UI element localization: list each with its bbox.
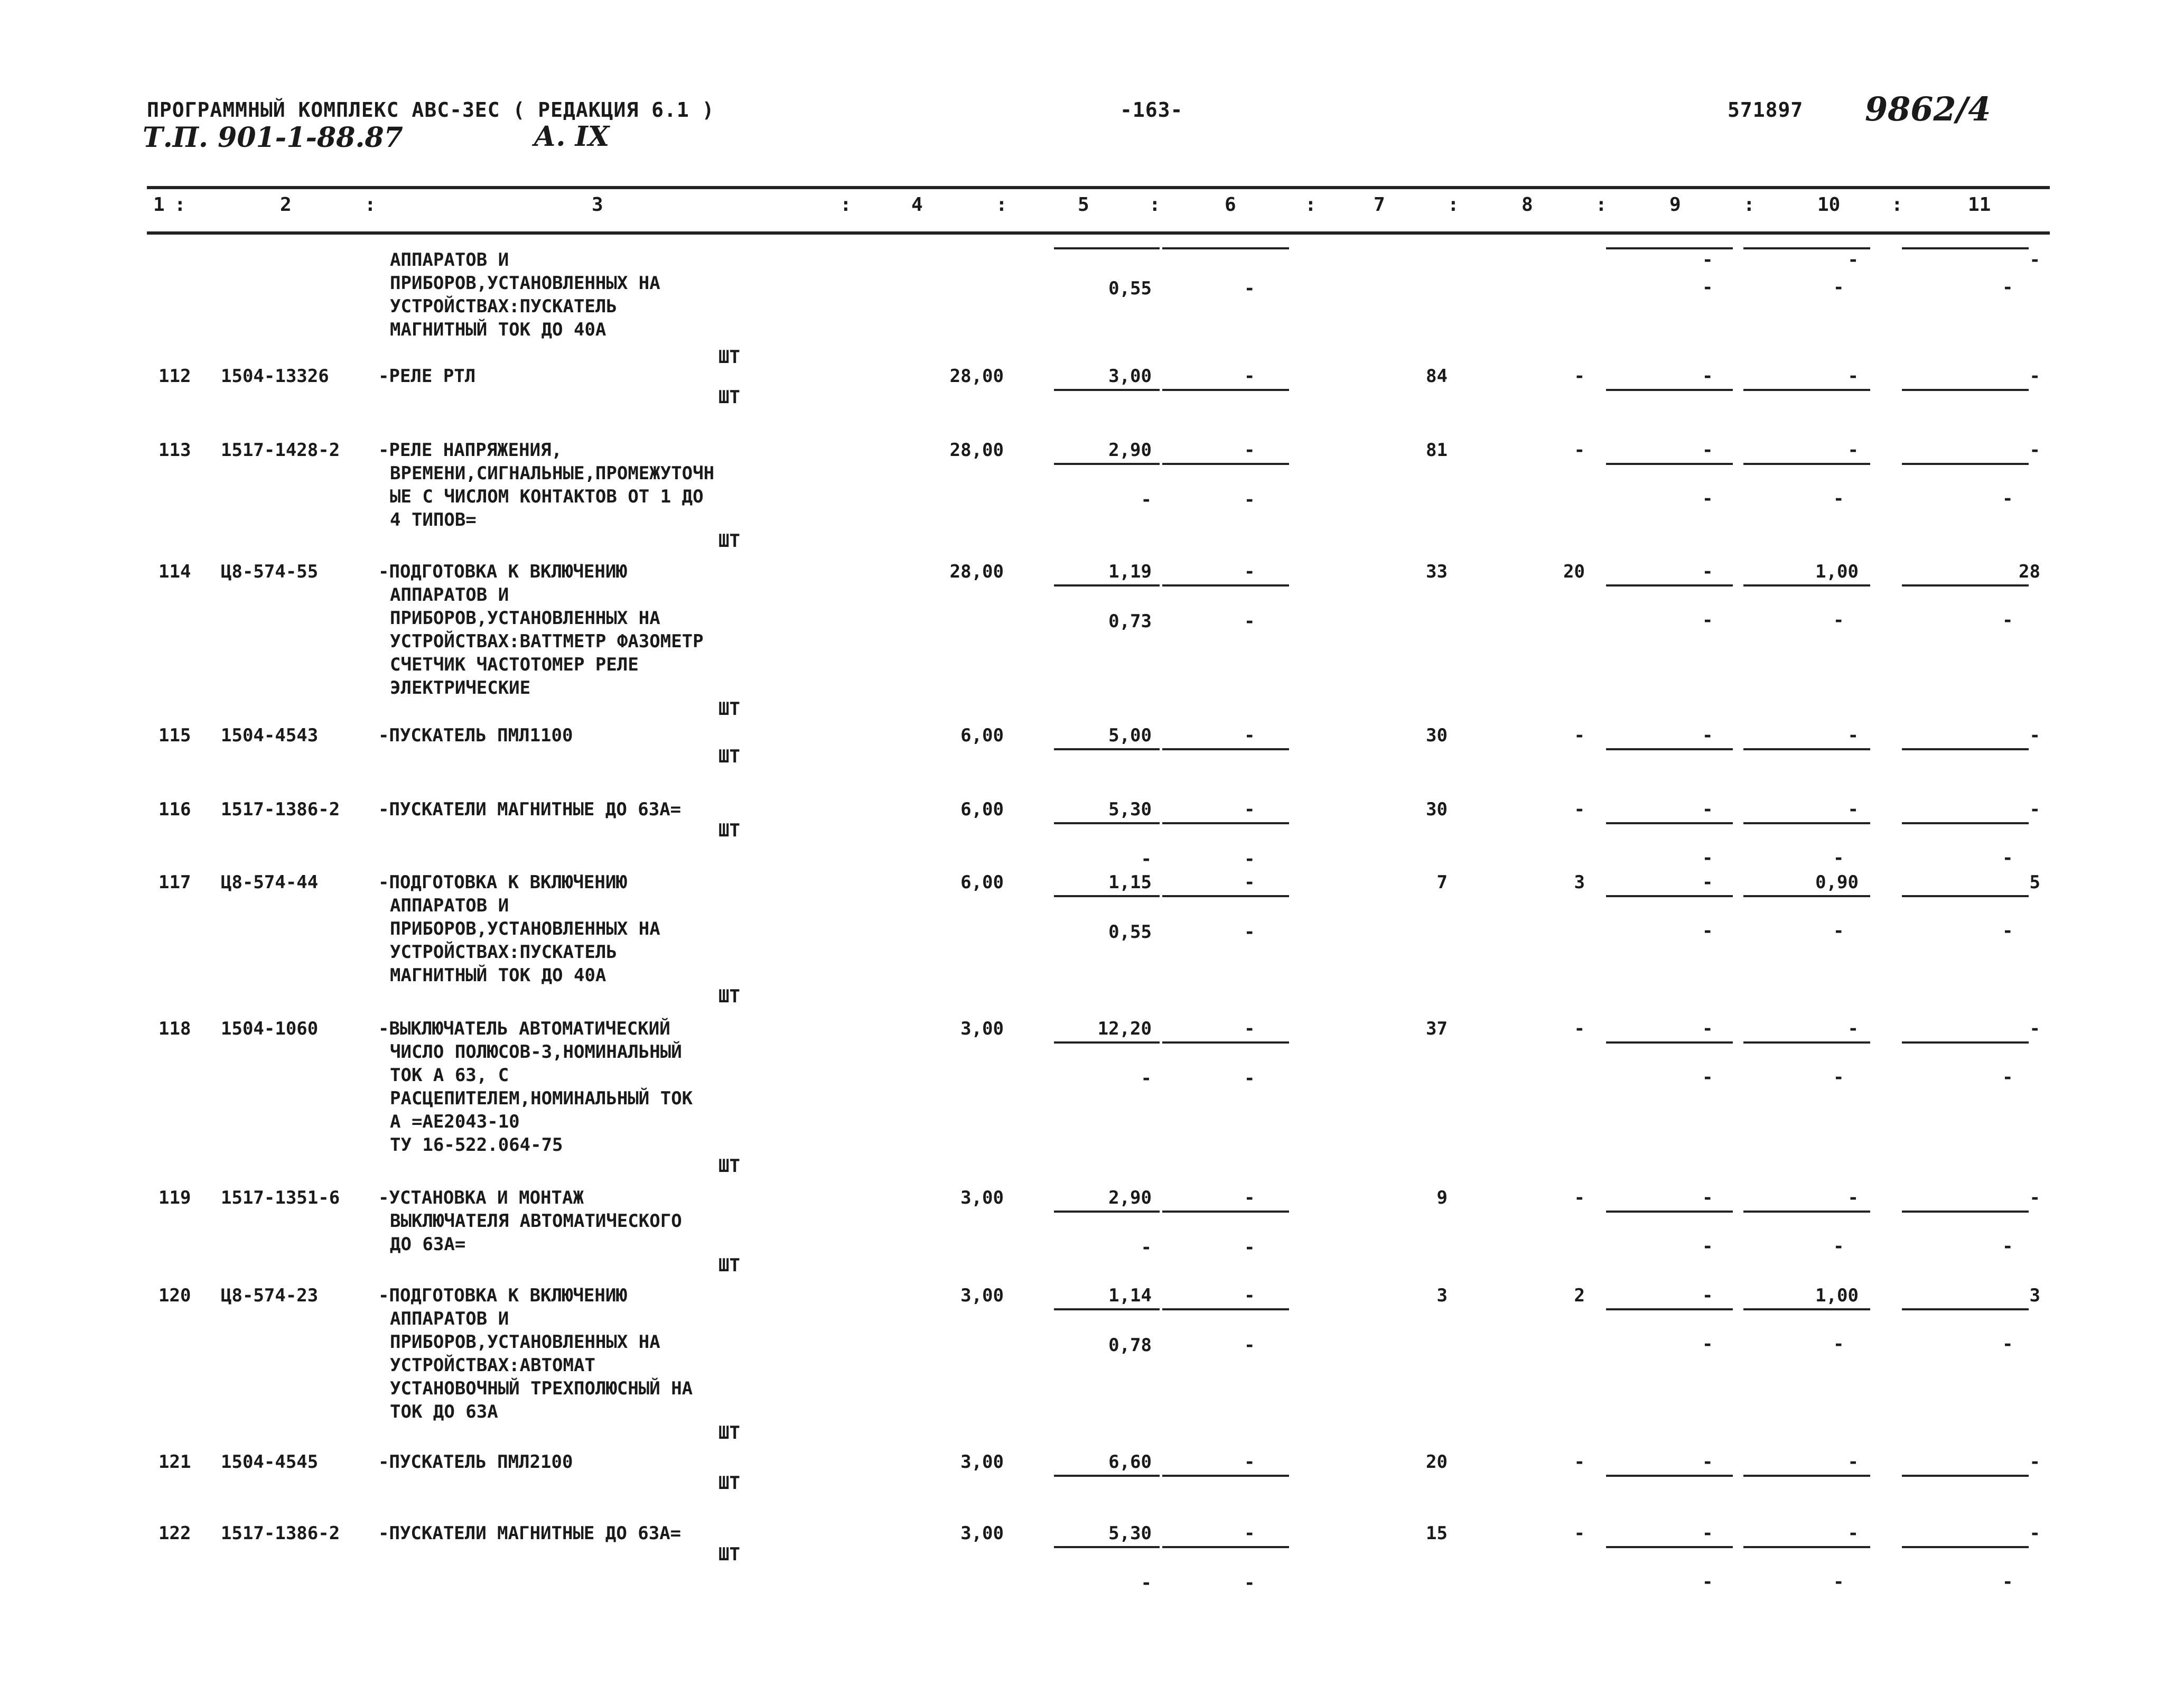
col11-underline (1902, 463, 2029, 465)
col9-secondary-dash: - (1702, 277, 1713, 298)
col9-underline (1606, 247, 1733, 249)
col6-value: - (1244, 1451, 1255, 1473)
col10-value: - (1847, 799, 1859, 820)
col10-value: - (1847, 440, 1859, 461)
row-description-line: УСТАНОВОЧНЫЙ ТРЕХПОЛЮСНЫЙ НА (390, 1378, 693, 1399)
row-description-line: АППАРАТОВ И (390, 584, 509, 606)
col5-secondary: - (1141, 1237, 1152, 1258)
row-description-line: УСТРОЙСТВАХ:ВАТТМЕТР ФАЗОМЕТР (390, 631, 704, 652)
col11-secondary-dash: - (2002, 488, 2013, 509)
col5-underline (1054, 895, 1160, 897)
col5-value: 1,14 (1108, 1285, 1152, 1306)
col6-underline (1162, 584, 1289, 587)
col10-value: 1,00 (1815, 561, 1859, 582)
col10-underline (1743, 584, 1870, 587)
row-number: 118 (158, 1018, 191, 1039)
col5-secondary: 0,78 (1108, 1335, 1152, 1356)
col10-value: 0,90 (1815, 872, 1859, 893)
row-number: 114 (158, 561, 191, 582)
row-code: 1504-4545 (221, 1451, 319, 1473)
row-description-line: ТУ 16-522.064-75 (390, 1134, 563, 1156)
col10-underline (1743, 822, 1870, 824)
col9-underline (1606, 463, 1733, 465)
col6-value: - (1244, 1523, 1255, 1544)
col8-value: 2 (1574, 1285, 1585, 1306)
col11-value: - (2029, 440, 2040, 461)
col7-value: 3 (1436, 1285, 1448, 1306)
col8-value: 3 (1574, 872, 1585, 893)
col5-underline (1054, 1041, 1160, 1044)
col4-value: 28,00 (949, 561, 1004, 582)
col7-value: 30 (1426, 799, 1448, 820)
row-description-line: МАГНИТНЫЙ ТОК ДО 40А (390, 965, 606, 986)
col10-secondary-dash: - (1833, 1067, 1844, 1088)
row-description-line: -ПОДГОТОВКА К ВКЛЮЧЕНИЮ (378, 872, 627, 893)
col6-underline (1162, 1546, 1289, 1548)
row-description-line: -ВЫКЛЮЧАТЕЛЬ АВТОМАТИЧЕСКИЙ (378, 1018, 670, 1039)
col4-value: 3,00 (960, 1187, 1004, 1208)
row-description-line: ЧИСЛО ПОЛЮСОВ-3,НОМИНАЛЬНЫЙ (390, 1041, 682, 1063)
col5-secondary: - (1141, 1572, 1152, 1594)
col11-value: - (2029, 1187, 2040, 1208)
col5-secondary: 0,55 (1108, 278, 1152, 299)
col11-value: 5 (2029, 872, 2040, 893)
column-header-4: 4 (911, 194, 923, 216)
col11-secondary-dash: - (2002, 920, 2013, 942)
handwritten-album: А. IX (534, 120, 610, 153)
col10-value: 1,00 (1815, 1285, 1859, 1306)
col4-value: 3,00 (960, 1285, 1004, 1306)
col11-value: - (2029, 1523, 2040, 1544)
row-number: 121 (158, 1451, 191, 1473)
col4-value: 6,00 (960, 872, 1004, 893)
col5-value: 12,20 (1097, 1018, 1152, 1039)
row-code: Ц8-574-44 (221, 872, 319, 893)
column-header-3: 3 (592, 194, 603, 216)
row-description-line: АППАРАТОВ И (390, 249, 509, 271)
row-number: 112 (158, 366, 191, 387)
col10-underline (1743, 1041, 1870, 1044)
col4-value: 6,00 (960, 799, 1004, 820)
row-description-line: АППАРАТОВ И (390, 1308, 509, 1329)
col5-value: 1,19 (1108, 561, 1152, 582)
row-description-line: УСТРОЙСТВАХ:ПУСКАТЕЛЬ (390, 296, 617, 317)
row-number: 117 (158, 872, 191, 893)
col10-underline (1743, 247, 1870, 249)
col6-underline (1162, 822, 1289, 824)
row-unit: ШТ (718, 986, 740, 1007)
col9-value: - (1702, 725, 1713, 746)
col11-underline (1902, 584, 2029, 587)
doc-code: 571897 (1728, 98, 1804, 122)
row-description-line: УСТРОЙСТВАХ:АВТОМАТ (390, 1355, 595, 1376)
row-code: 1504-13326 (221, 366, 329, 387)
col9-secondary-dash: - (1702, 920, 1713, 942)
col5-secondary: 0,55 (1108, 921, 1152, 943)
col10-secondary-dash: - (1833, 920, 1844, 942)
row-description-line: ПРИБОРОВ,УСТАНОВЛЕННЫХ НА (390, 918, 660, 939)
col6-secondary: - (1244, 921, 1255, 943)
col7-value: 37 (1426, 1018, 1448, 1039)
col6-value: - (1244, 1285, 1255, 1306)
program-title: ПРОГРАММНЫЙ КОМПЛЕКС АВС-3ЕС ( РЕДАКЦИЯ 6.1 ) (147, 98, 715, 122)
col6-underline (1162, 1211, 1289, 1213)
col5-secondary: - (1141, 1068, 1152, 1089)
col10-value: - (1847, 1523, 1859, 1544)
col5-underline (1054, 1308, 1160, 1310)
row-description-line: -РЕЛЕ НАПРЯЖЕНИЯ, (378, 440, 562, 461)
column-separator: : (1149, 194, 1161, 216)
col9-secondary-dash: - (1702, 610, 1713, 631)
col7-value: 30 (1426, 725, 1448, 746)
col10-secondary-dash: - (1833, 1334, 1844, 1355)
col5-underline (1054, 1546, 1160, 1548)
row-unit: ШТ (718, 820, 740, 841)
col11-secondary-dash: - (2002, 1571, 2013, 1593)
col10-underline (1743, 1308, 1870, 1310)
col6-secondary: - (1244, 489, 1255, 510)
col8-value: - (1574, 799, 1585, 820)
col10-value: - (1847, 1451, 1859, 1473)
row-unit: ШТ (718, 347, 740, 368)
col9-value: - (1702, 799, 1713, 820)
row-description-line: ЭЛЕКТРИЧЕСКИЕ (390, 677, 531, 699)
col11-underline (1902, 247, 2029, 249)
row-number: 120 (158, 1285, 191, 1306)
col4-value: 3,00 (960, 1523, 1004, 1544)
col11-value: - (2029, 799, 2040, 820)
col11-underline (1902, 1475, 2029, 1477)
row-number: 122 (158, 1523, 191, 1544)
row-number: 113 (158, 440, 191, 461)
column-header-7: 7 (1374, 194, 1385, 216)
col5-value: 5,00 (1108, 725, 1152, 746)
col6-value: - (1244, 440, 1255, 461)
col9-value: - (1702, 366, 1713, 387)
col9-secondary-dash: - (1702, 1067, 1713, 1088)
col6-underline (1162, 748, 1289, 750)
row-code: Ц8-574-23 (221, 1285, 319, 1306)
col10-underline (1743, 463, 1870, 465)
row-description-line: СЧЕТЧИК ЧАСТОТОМЕР РЕЛЕ (390, 654, 639, 675)
row-unit: ШТ (718, 1156, 740, 1177)
row-description-line: АППАРАТОВ И (390, 895, 509, 916)
col6-value: - (1244, 872, 1255, 893)
col6-value: - (1244, 366, 1255, 387)
col10-secondary-dash: - (1833, 488, 1844, 509)
col11-secondary-dash: - (2002, 277, 2013, 298)
col5-value: 6,60 (1108, 1451, 1152, 1473)
col9-value: - (1702, 1523, 1713, 1544)
col5-underline (1054, 1475, 1160, 1477)
col6-underline (1162, 1475, 1289, 1477)
col6-underline (1162, 895, 1289, 897)
col9-underline (1606, 389, 1733, 391)
col11-underline (1902, 1211, 2029, 1213)
row-unit: ШТ (718, 1473, 740, 1494)
col9-underline (1606, 748, 1733, 750)
col6-value: - (1244, 561, 1255, 582)
col5-value: 5,30 (1108, 1523, 1152, 1544)
col9-secondary-dash: - (1702, 1571, 1713, 1593)
col9-value: - (1702, 561, 1713, 582)
row-description-line: -РЕЛЕ РТЛ (378, 366, 476, 387)
column-separator: : (1891, 194, 1903, 216)
col7-value: 84 (1426, 366, 1448, 387)
row-unit: ШТ (718, 1422, 740, 1444)
col6-secondary: - (1244, 1068, 1255, 1089)
col10-value: - (1847, 1018, 1859, 1039)
col9-value: - (1702, 1018, 1713, 1039)
col5-underline (1054, 1211, 1160, 1213)
col4-value: 3,00 (960, 1018, 1004, 1039)
col9-secondary-dash: - (1702, 1236, 1713, 1257)
col6-value: - (1244, 1187, 1255, 1208)
row-number: 116 (158, 799, 191, 820)
col10-underline (1743, 1475, 1870, 1477)
col9-value: - (1702, 249, 1713, 271)
col11-value: 3 (2029, 1285, 2040, 1306)
col11-secondary-dash: - (2002, 610, 2013, 631)
col4-value: 28,00 (949, 366, 1004, 387)
row-unit: ШТ (718, 746, 740, 767)
col6-underline (1162, 247, 1289, 249)
col5-secondary: 0,73 (1108, 611, 1152, 632)
col11-value: - (2029, 725, 2040, 746)
row-description-line: -ПУСКАТЕЛИ МАГНИТНЫЕ ДО 63А= (378, 1523, 682, 1544)
col11-secondary-dash: - (2002, 1067, 2013, 1088)
row-description-line: А =АЕ2043-10 (390, 1111, 520, 1132)
row-number: 119 (158, 1187, 191, 1208)
col9-underline (1606, 1475, 1733, 1477)
column-separator: : (1448, 194, 1459, 216)
row-description-line: -УСТАНОВКА И МОНТАЖ (378, 1187, 584, 1208)
col11-value: - (2029, 1451, 2040, 1473)
col7-value: 81 (1426, 440, 1448, 461)
column-separator: : (365, 194, 376, 216)
col10-value: - (1847, 366, 1859, 387)
row-description-line: ТОК ДО 63А (390, 1401, 498, 1422)
col5-value: 2,90 (1108, 440, 1152, 461)
col5-value: 3,00 (1108, 366, 1152, 387)
col4-value: 28,00 (949, 440, 1004, 461)
col11-underline (1902, 1041, 2029, 1044)
col9-underline (1606, 1041, 1733, 1044)
column-separator: : (1743, 194, 1755, 216)
col10-underline (1743, 1211, 1870, 1213)
col7-value: 33 (1426, 561, 1448, 582)
col10-secondary-dash: - (1833, 1236, 1844, 1257)
col11-value: 28 (2019, 561, 2040, 582)
column-header-1: 1 (153, 194, 165, 216)
col6-secondary: - (1244, 1335, 1255, 1356)
col6-value: - (1244, 725, 1255, 746)
row-code: 1517-1386-2 (221, 799, 340, 820)
col11-underline (1902, 1308, 2029, 1310)
handwritten-project: Т.П. 901-1-88.87 (143, 122, 403, 154)
col6-secondary: - (1244, 278, 1255, 299)
col7-value: 20 (1426, 1451, 1448, 1473)
row-description-line: УСТРОЙСТВАХ:ПУСКАТЕЛЬ (390, 942, 617, 963)
col6-underline (1162, 1308, 1289, 1310)
col10-secondary-dash: - (1833, 277, 1844, 298)
row-description-line: МАГНИТНЫЙ ТОК ДО 40А (390, 319, 606, 340)
col10-secondary-dash: - (1833, 1571, 1844, 1593)
page-number: -163- (1120, 98, 1183, 122)
row-unit: ШТ (718, 387, 740, 408)
row-description-line: ЫЕ С ЧИСЛОМ КОНТАКТОВ ОТ 1 ДО (390, 486, 704, 507)
col5-value: 5,30 (1108, 799, 1152, 820)
row-description-line: ВЫКЛЮЧАТЕЛЯ АВТОМАТИЧЕСКОГО (390, 1211, 682, 1232)
col5-secondary: - (1141, 849, 1152, 870)
col9-value: - (1702, 1187, 1713, 1208)
column-separator: : (996, 194, 1007, 216)
column-separator: : (1305, 194, 1317, 216)
col11-value: - (2029, 249, 2040, 271)
column-header-10: 10 (1817, 194, 1841, 216)
col9-underline (1606, 1546, 1733, 1548)
col7-value: 9 (1436, 1187, 1448, 1208)
col8-value: - (1574, 1523, 1585, 1544)
row-description-line: -ПУСКАТЕЛЬ ПМЛ2100 (378, 1451, 573, 1473)
row-code: 1517-1386-2 (221, 1523, 340, 1544)
col9-underline (1606, 1308, 1733, 1310)
col9-value: - (1702, 440, 1713, 461)
row-code: 1504-1060 (221, 1018, 319, 1039)
col5-underline (1054, 389, 1160, 391)
row-unit: ШТ (718, 1544, 740, 1565)
col6-underline (1162, 389, 1289, 391)
col5-underline (1054, 822, 1160, 824)
col9-value: - (1702, 872, 1713, 893)
col9-value: - (1702, 1285, 1713, 1306)
column-header-8: 8 (1522, 194, 1533, 216)
col6-secondary: - (1244, 1237, 1255, 1258)
col5-value: 2,90 (1108, 1187, 1152, 1208)
col11-secondary-dash: - (2002, 1334, 2013, 1355)
col6-underline (1162, 463, 1289, 465)
handwritten-number: 9862/4 (1865, 90, 1991, 128)
row-unit: ШТ (718, 1255, 740, 1276)
row-description-line: ВРЕМЕНИ,СИГНАЛЬНЫЕ,ПРОМЕЖУТОЧН (390, 463, 715, 484)
row-unit: ШТ (718, 530, 740, 552)
row-unit: ШТ (718, 699, 740, 720)
col6-value: - (1244, 1018, 1255, 1039)
col10-value: - (1847, 725, 1859, 746)
col10-underline (1743, 389, 1870, 391)
col10-underline (1743, 748, 1870, 750)
col11-underline (1902, 822, 2029, 824)
col5-secondary: - (1141, 489, 1152, 510)
col11-underline (1902, 389, 2029, 391)
row-description-line: -ПУСКАТЕЛЬ ПМЛ1100 (378, 725, 573, 746)
column-separator: : (840, 194, 852, 216)
col4-value: 6,00 (960, 725, 1004, 746)
col9-underline (1606, 584, 1733, 587)
column-header-5: 5 (1078, 194, 1089, 216)
col5-underline (1054, 463, 1160, 465)
col9-value: - (1702, 1451, 1713, 1473)
row-description-line: РАСЦЕПИТЕЛЕМ,НОМИНАЛЬНЫЙ ТОК (390, 1088, 693, 1109)
col9-secondary-dash: - (1702, 848, 1713, 869)
row-code: 1517-1351-6 (221, 1187, 340, 1208)
col6-value: - (1244, 799, 1255, 820)
col11-secondary-dash: - (2002, 1236, 2013, 1257)
col5-underline (1054, 247, 1160, 249)
col9-underline (1606, 895, 1733, 897)
col8-value: - (1574, 1018, 1585, 1039)
col9-secondary-dash: - (1702, 1334, 1713, 1355)
row-description-line: 4 ТИПОВ= (390, 509, 477, 530)
row-description-line: ПРИБОРОВ,УСТАНОВЛЕННЫХ НА (390, 1332, 660, 1353)
row-description-line: -ПУСКАТЕЛИ МАГНИТНЫЕ ДО 63А= (378, 799, 682, 820)
col6-secondary: - (1244, 1572, 1255, 1594)
col8-value: - (1574, 366, 1585, 387)
col5-underline (1054, 584, 1160, 587)
col8-value: - (1574, 1187, 1585, 1208)
row-code: 1504-4543 (221, 725, 319, 746)
col9-underline (1606, 822, 1733, 824)
col8-value: - (1574, 440, 1585, 461)
col11-underline (1902, 895, 2029, 897)
col8-value: - (1574, 1451, 1585, 1473)
col5-underline (1054, 748, 1160, 750)
col10-value: - (1847, 1187, 1859, 1208)
col10-secondary-dash: - (1833, 848, 1844, 869)
col7-value: 7 (1436, 872, 1448, 893)
col8-value: 20 (1563, 561, 1585, 582)
row-code: 1517-1428-2 (221, 440, 340, 461)
row-code: Ц8-574-55 (221, 561, 319, 582)
col10-underline (1743, 895, 1870, 897)
col4-value: 3,00 (960, 1451, 1004, 1473)
col10-secondary-dash: - (1833, 610, 1844, 631)
row-description-line: -ПОДГОТОВКА К ВКЛЮЧЕНИЮ (378, 1285, 627, 1306)
col11-underline (1902, 748, 2029, 750)
col10-underline (1743, 1546, 1870, 1548)
row-description-line: ДО 63А= (390, 1234, 466, 1255)
row-description-line: ПРИБОРОВ,УСТАНОВЛЕННЫХ НА (390, 608, 660, 629)
col9-secondary-dash: - (1702, 488, 1713, 509)
col6-secondary: - (1244, 849, 1255, 870)
col11-underline (1902, 1546, 2029, 1548)
row-description-line: -ПОДГОТОВКА К ВКЛЮЧЕНИЮ (378, 561, 627, 582)
col9-underline (1606, 1211, 1733, 1213)
row-number: 115 (158, 725, 191, 746)
col7-value: 15 (1426, 1523, 1448, 1544)
col10-value: - (1847, 249, 1859, 271)
col11-value: - (2029, 366, 2040, 387)
col11-value: - (2029, 1018, 2040, 1039)
col11-secondary-dash: - (2002, 848, 2013, 869)
col6-secondary: - (1244, 611, 1255, 632)
column-header-11: 11 (1968, 194, 1991, 216)
row-description-line: ПРИБОРОВ,УСТАНОВЛЕННЫХ НА (390, 273, 660, 294)
column-header-6: 6 (1225, 194, 1236, 216)
column-separator: : (1595, 194, 1607, 216)
row-description-line: ТОК А 63, С (390, 1065, 509, 1086)
col6-underline (1162, 1041, 1289, 1044)
col8-value: - (1574, 725, 1585, 746)
col5-value: 1,15 (1108, 872, 1152, 893)
column-separator: : (174, 194, 186, 216)
column-header-9: 9 (1669, 194, 1681, 216)
column-header-2: 2 (280, 194, 292, 216)
